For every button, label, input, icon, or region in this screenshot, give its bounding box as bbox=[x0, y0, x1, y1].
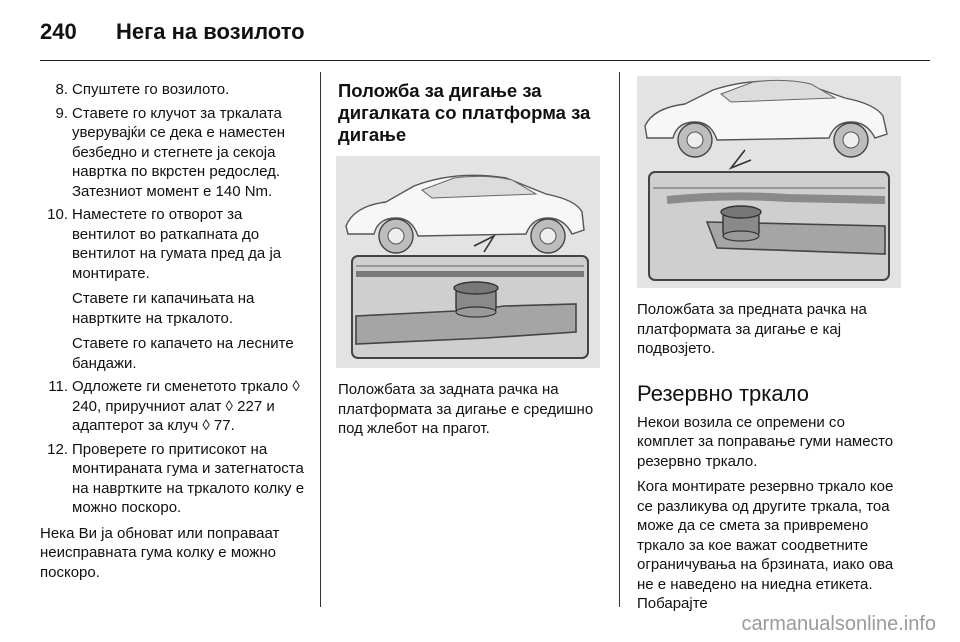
step-text: Ставете ги капачињата на навртките на тркалото. bbox=[72, 290, 255, 327]
column-divider bbox=[619, 72, 620, 607]
section-heading: Положба за дигање за дигалката со платформа за дигање bbox=[338, 80, 591, 145]
step-text: Наместете го отворот за вентилот во раткапната до вентилот на гумата пред да ја монтирате. bbox=[72, 206, 282, 282]
page-header bbox=[40, 14, 305, 50]
step-number: 9. bbox=[55, 104, 68, 122]
header-rule bbox=[40, 60, 930, 61]
step-number: 11. bbox=[48, 378, 68, 395]
column-divider bbox=[320, 72, 321, 607]
figure-caption: Положбата за задната рачка на платформата за дигање е средишно под жлебот на прагот. bbox=[338, 381, 594, 437]
figure-caption: Положбата за предната рачка на платформата за дигање е кај подвозјето. bbox=[637, 301, 867, 357]
step-item bbox=[40, 104, 308, 202]
column-3 bbox=[637, 80, 899, 620]
step-text: Ставете го капачето на лесните бандажи. bbox=[72, 335, 294, 372]
front-lift-point-illustration bbox=[637, 76, 901, 288]
closing-paragraph: Нека Ви ја обноват или поправаат неисправната гума колку е можно поскоро. bbox=[40, 524, 280, 581]
step-number: 8. bbox=[55, 81, 68, 98]
page-number: 240 bbox=[40, 19, 77, 44]
page-title: Нега на возилото bbox=[116, 19, 305, 44]
step-item bbox=[40, 440, 308, 518]
column-2 bbox=[338, 80, 600, 439]
watermark: carmanualsonline.info bbox=[741, 613, 936, 635]
column-1 bbox=[40, 80, 308, 582]
rear-lift-point-illustration bbox=[336, 156, 600, 368]
spare-wheel-heading: Резервно тркало bbox=[637, 380, 809, 406]
step-number: 10. bbox=[47, 206, 68, 223]
step-item bbox=[40, 205, 308, 373]
steps-list bbox=[40, 80, 308, 518]
step-text: Ставете го клучот за тркалата уверувајќи се дека е наместен безбедно и стегнете ја секоја навртка по вкрстен редослед. Затезниот момент е 140 Nm. bbox=[72, 104, 286, 200]
body-paragraph: Некои возила се опремени со комплет за поправање гуми наместо резервно тркало. bbox=[637, 413, 894, 470]
step-text: Проверете го притисокот на монтираната гума и затегнатоста на навртките на тркалото колку е можно поскоро. bbox=[72, 440, 305, 516]
step-text: Одложете ги сменетото тркало ◊ 240, приручниот алат ◊ 227 и адаптерот за клуч ◊ 77. bbox=[72, 378, 300, 434]
step-item bbox=[40, 377, 308, 436]
step-text: Спуштете го возилото. bbox=[72, 81, 230, 98]
step-number: 12. bbox=[47, 440, 68, 458]
step-item bbox=[40, 80, 308, 100]
body-paragraph: Кога монтирате резервно тркало кое се разликува од другите тркала, тоа може да се смета за привремено тркало за кое важат соодветните ограничувања на брзината, иако ова не е наведено на ниедна етикета. Побарајте bbox=[637, 478, 894, 612]
